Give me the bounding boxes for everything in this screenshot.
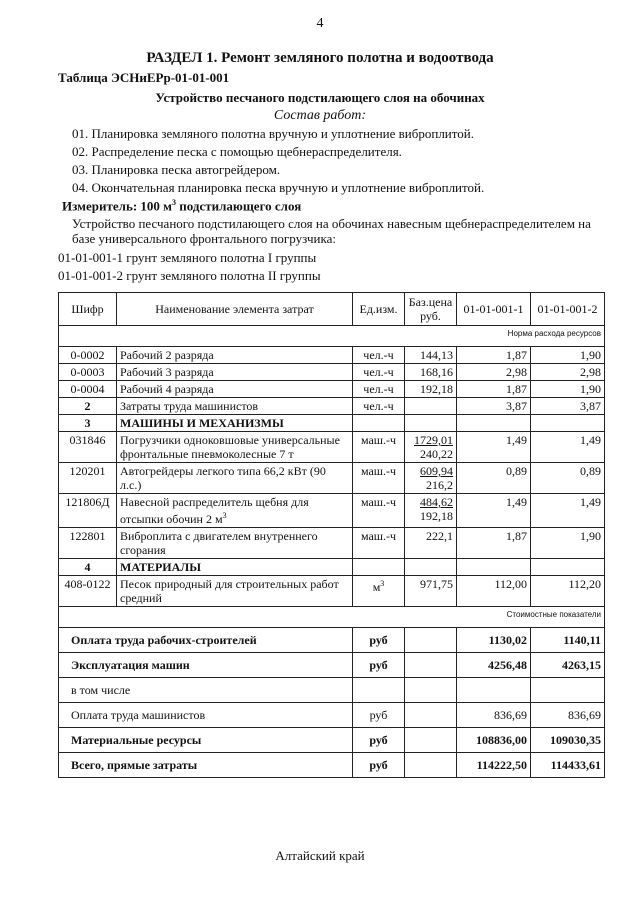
cell-name: Виброплита с двигателем внутреннего сгорания	[117, 528, 353, 559]
table-row	[59, 494, 605, 528]
header-price: Баз.цена руб.	[405, 293, 457, 326]
summary-variant-2: 836,69	[531, 703, 605, 728]
materials-section-row	[59, 559, 605, 576]
cell-code: 122801	[59, 528, 117, 559]
summary-variant-1: 1130,02	[457, 628, 531, 653]
summary-name: Эксплуатация машин	[59, 653, 353, 678]
norm-note-row	[59, 326, 605, 347]
cell-name: Рабочий 3 разряда	[117, 364, 353, 381]
table-row	[59, 432, 605, 463]
cell-unit: маш.-ч	[353, 432, 405, 463]
header-unit: Ед.изм.	[353, 293, 405, 326]
cell-variant-2: 3,87	[531, 398, 605, 415]
description: Устройство песчаного подстилающего слоя на обочинах навесным щебнераспределителем на базе универсального фронтального погрузчика:	[72, 216, 591, 246]
cell-name: Навесной распределитель щебня для отсыпки обочин 2 $м^3$	[117, 494, 353, 528]
cell-name: Автогрейдеры легкого типа 66,2 кВт (90 л.с.)	[117, 463, 353, 494]
cell-code: 408-0122	[59, 576, 117, 607]
summary-row	[59, 628, 605, 653]
cell-price: 1729,01 240,22	[405, 432, 457, 463]
cell-variant-2: 2,98	[531, 364, 605, 381]
cost-note: Стоимостные показатели	[59, 607, 605, 628]
summary-unit: руб	[353, 753, 405, 778]
cell-unit: маш.-ч	[353, 494, 405, 528]
summary-row	[59, 753, 605, 778]
cell-variant-2: 1,90	[531, 347, 605, 364]
summary-unit: руб	[353, 703, 405, 728]
cell-variant-2: 1,90	[531, 381, 605, 398]
cell-unit: чел.-ч	[353, 398, 405, 415]
cell-variant-1: 1,87	[457, 381, 531, 398]
summary-name: Материальные ресурсы	[59, 728, 353, 753]
section-name: МАТЕРИАЛЫ	[117, 559, 353, 576]
measure-unit: Измеритель: 100 $м^3$ подстилающего слоя	[62, 198, 302, 214]
cell-variant-1: 1,49	[457, 432, 531, 463]
cell-variant-2: 1,49	[531, 432, 605, 463]
summary-variant-2: 4263,15	[531, 653, 605, 678]
cell-price: 144,13	[405, 347, 457, 364]
cell-code: 031846	[59, 432, 117, 463]
cost-note-row	[59, 607, 605, 628]
cell-unit: маш.-ч	[353, 528, 405, 559]
summary-name: Оплата труда машинистов	[59, 703, 353, 728]
cell-price: 609,94 216,2	[405, 463, 457, 494]
summary-variant-2: 1140,11	[531, 628, 605, 653]
header-variant-2: 01-01-001-2	[531, 293, 605, 326]
work-item: 02. Распределение песка с помощью щебнераспределителя.	[72, 144, 402, 159]
cell-name: Песок природный для строительных работ средний	[117, 576, 353, 607]
section-name: МАШИНЫ И МЕХАНИЗМЫ	[117, 415, 353, 432]
cell-code: 2	[59, 398, 117, 415]
cell-variant-2: 1,49	[531, 494, 605, 528]
cell-code: 0-0003	[59, 364, 117, 381]
work-item: 03. Планировка песка автогрейдером.	[72, 162, 281, 177]
table-row	[59, 347, 605, 364]
work-item: 04. Окончательная планировка песка вручную и уплотнение виброплитой.	[72, 180, 485, 195]
table-row	[59, 381, 605, 398]
machines-section-row	[59, 415, 605, 432]
summary-row	[59, 678, 605, 703]
table-subtitle: Устройство песчаного подстилающего слоя на обочинах	[155, 90, 485, 105]
cell-price: 222,1	[405, 528, 457, 559]
cell-code: 0-0002	[59, 347, 117, 364]
cell-price: 168,16	[405, 364, 457, 381]
summary-row	[59, 653, 605, 678]
works-heading: Состав работ:	[273, 108, 367, 123]
cell-unit: чел.-ч	[353, 347, 405, 364]
section-title: РАЗДЕЛ 1. Ремонт земляного полотна и водоотвода	[146, 50, 494, 66]
summary-unit: руб	[353, 628, 405, 653]
table-row	[59, 528, 605, 559]
cell-price: 192,18	[405, 381, 457, 398]
cell-variant-2: 112,20	[531, 576, 605, 607]
cell-variant-2: 1,90	[531, 528, 605, 559]
header-code: Шифр	[59, 293, 117, 326]
summary-unit: руб	[353, 728, 405, 753]
summary-variant-1: 836,69	[457, 703, 531, 728]
summary-name: в том числе	[59, 678, 353, 703]
summary-row	[59, 703, 605, 728]
summary-variant-1: 4256,48	[457, 653, 531, 678]
cell-unit: маш.-ч	[353, 463, 405, 494]
cell-price: 971,75	[405, 576, 457, 607]
summary-name: Оплата труда рабочих-строителей	[59, 628, 353, 653]
variant-item: 01-01-001-2 грунт земляного полотна II группы	[58, 268, 321, 283]
header-name: Наименование элемента затрат	[117, 293, 353, 326]
table-row	[59, 463, 605, 494]
cell-code: 0-0004	[59, 381, 117, 398]
summary-variant-1: 114222,50	[457, 753, 531, 778]
cell-name: Рабочий 2 разряда	[117, 347, 353, 364]
cell-variant-1: 112,00	[457, 576, 531, 607]
variant-item: 01-01-001-1 грунт земляного полотна I группы	[58, 250, 317, 265]
summary-variant-1: 108836,00	[457, 728, 531, 753]
cell-variant-1: 0,89	[457, 463, 531, 494]
cell-code: 3	[59, 415, 117, 432]
summary-row	[59, 728, 605, 753]
work-item: 01. Планировка земляного полотна вручную и уплотнение виброплитой.	[72, 126, 474, 141]
header-variant-1: 01-01-001-1	[457, 293, 531, 326]
norm-note: Норма расхода ресурсов	[59, 326, 605, 347]
cell-code: 4	[59, 559, 117, 576]
cell-unit: чел.-ч	[353, 381, 405, 398]
table-header-row	[59, 293, 605, 326]
cell-price	[405, 398, 457, 415]
cell-name: Затраты труда машинистов	[117, 398, 353, 415]
table-code: Таблица ЭСНиЕРр-01-01-001	[58, 70, 230, 85]
table-row	[59, 364, 605, 381]
cell-variant-1: 1,87	[457, 347, 531, 364]
cell-code: 120201	[59, 463, 117, 494]
cell-variant-2: 0,89	[531, 463, 605, 494]
page-number: 4	[316, 16, 324, 31]
machinist-row	[59, 398, 605, 415]
cell-unit: $м^3$	[353, 576, 405, 607]
resource-table	[58, 292, 605, 778]
cell-variant-1: 1,49	[457, 494, 531, 528]
summary-variant-2: 114433,61	[531, 753, 605, 778]
table-row	[59, 576, 605, 607]
cell-unit: чел.-ч	[353, 364, 405, 381]
cell-code: 121806Д	[59, 494, 117, 528]
summary-unit: руб	[353, 653, 405, 678]
cell-variant-1: 2,98	[457, 364, 531, 381]
cell-variant-1: 1,87	[457, 528, 531, 559]
page-footer: Алтайский край	[275, 848, 365, 863]
cell-name: Погрузчики одноковшовые универсальные фронтальные пневмоколесные 7 т	[117, 432, 353, 463]
cell-name: Рабочий 4 разряда	[117, 381, 353, 398]
cell-variant-1: 3,87	[457, 398, 531, 415]
cell-price: 484,62 192,18	[405, 494, 457, 528]
summary-variant-2: 109030,35	[531, 728, 605, 753]
summary-name: Всего, прямые затраты	[59, 753, 353, 778]
